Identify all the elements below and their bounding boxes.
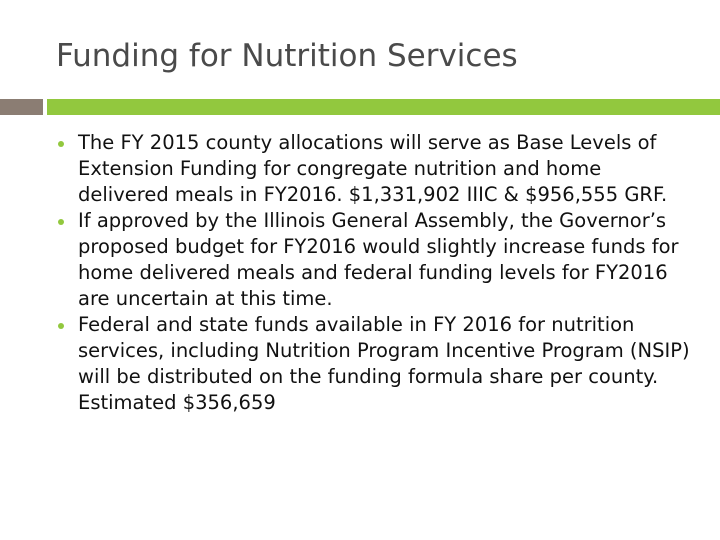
accent-bar-gray [0,99,43,115]
bullet-dot-icon [58,141,64,147]
bullet-item [58,130,698,208]
bullet-dot-icon [58,219,64,225]
bullet-item [58,312,698,416]
bullet-text: The FY 2015 county allocations will serve as Base Levels of Extension Funding for congregate nutrition and home delivered meals in FY2016. $1,331,902 IIIC & $956,555 GRF. [78,131,668,206]
bullet-dot-icon [58,323,64,329]
bullet-text: If approved by the Illinois General Assembly, the Governor’s proposed budget for FY2016 would slightly increase funds for home delivered meals and federal funding levels for FY2016 are uncertain at this time. [78,209,679,310]
accent-bar-green [47,99,720,115]
slide-title: Funding for Nutrition Services [56,38,518,74]
bullet-item [58,208,698,312]
bullet-text: Federal and state funds available in FY 2016 for nutrition services, including Nutrition Program Incentive Program (NSIP) will be distributed on the funding formula share per county. Estimated $356,659 [78,313,690,414]
bullet-list [58,130,698,416]
